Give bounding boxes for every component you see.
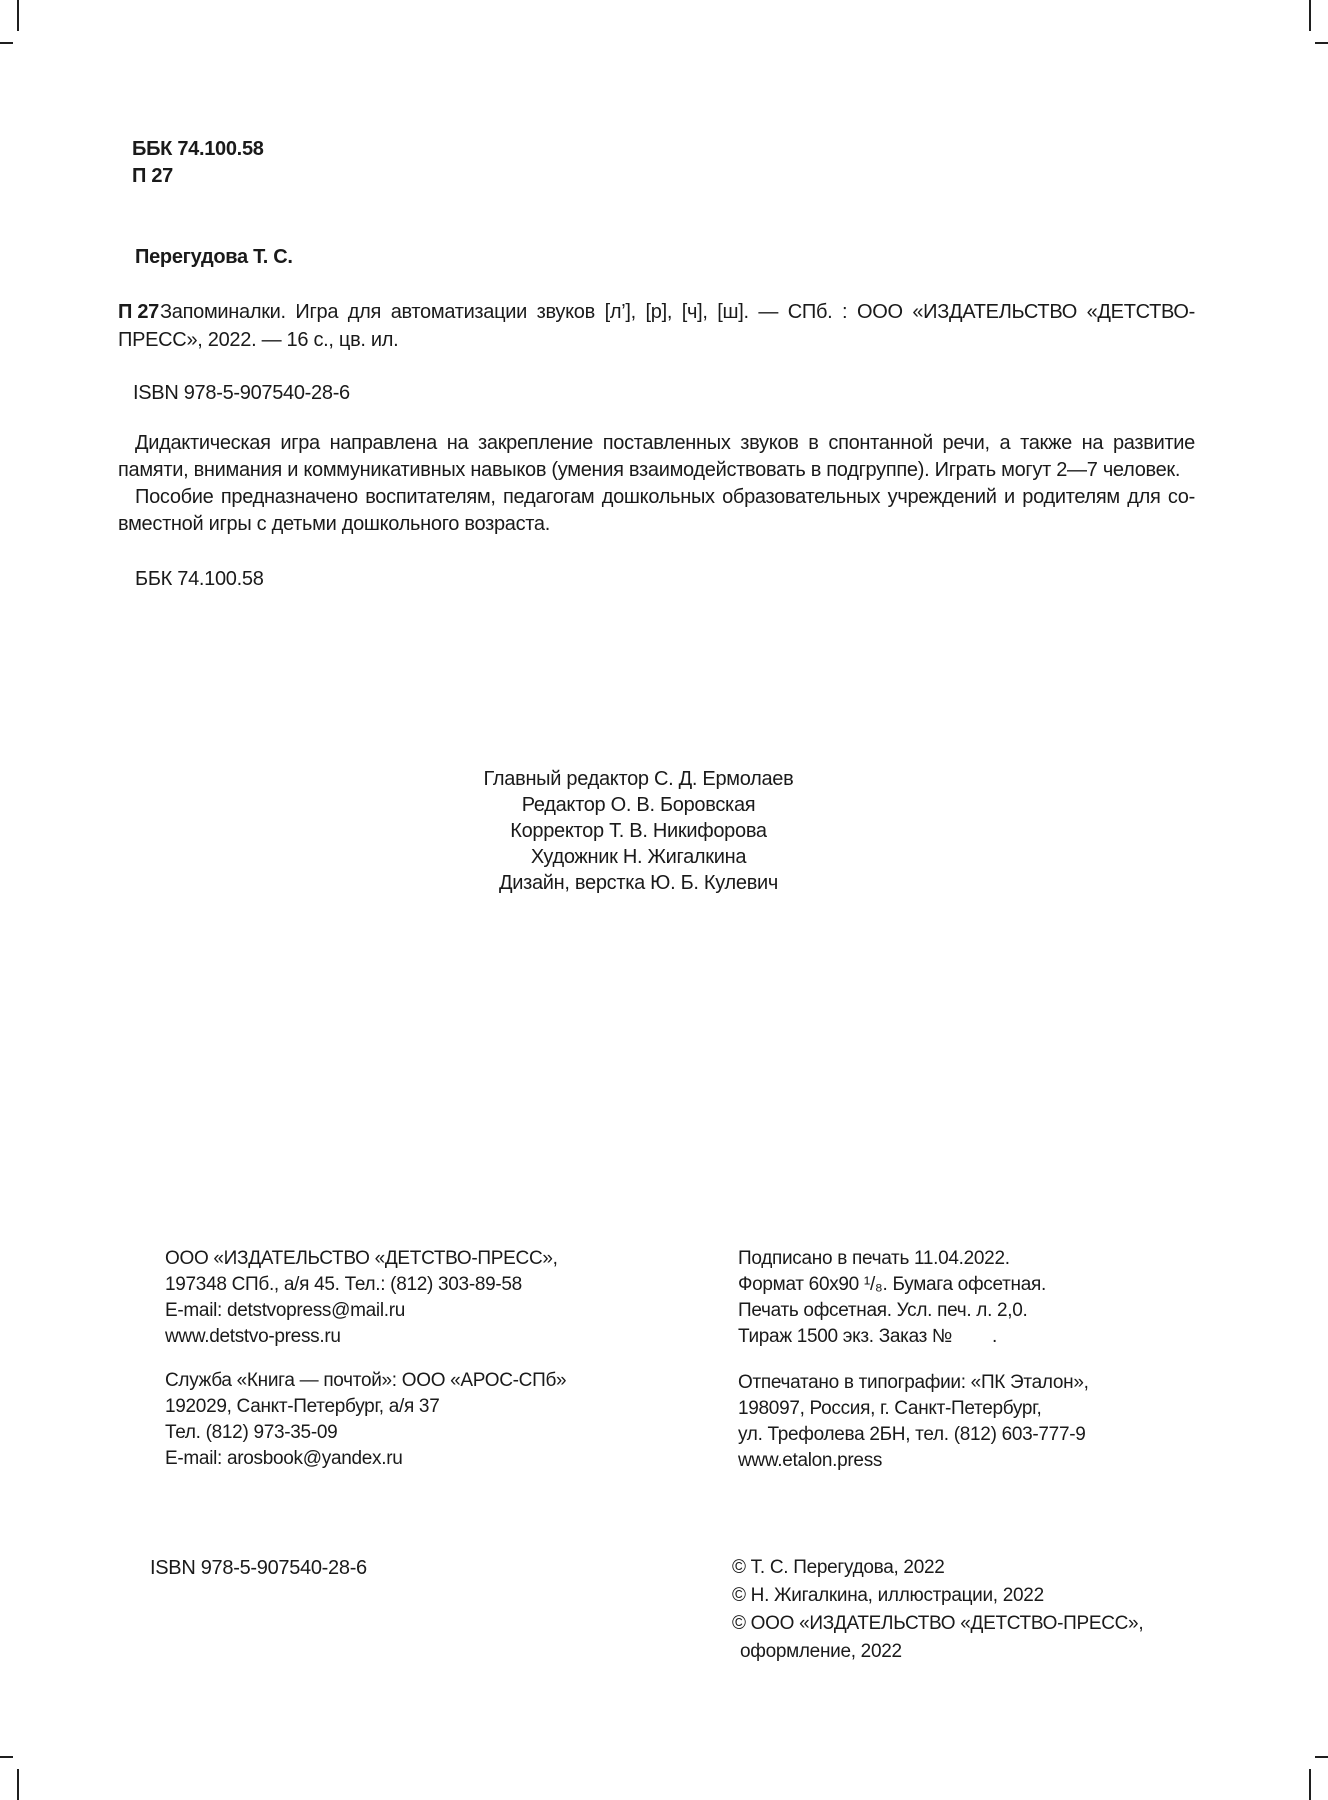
crop-mark-top-left-vertical [17,0,19,31]
isbn-bottom: ISBN 978-5-907540-28-6 [150,1557,367,1579]
entry-line-1: Запоминалки. Игра для автоматизации звуков [л’], [р], [ч], [ш]. — СПб. : ООО «ИЗДАТЕЛЬСТВО «ДЕТСТВО- [160,301,1195,323]
mail-service-phone: Тел. (812) 973-35-09 [165,1422,338,1443]
annotation-p1-line1: Дидактическая игра направлена на закрепление поставленных звуков в спонтанной речи, а также на развитие [135,432,1195,454]
bbk-code-bottom: ББК 74.100.58 [135,568,264,590]
annotation-p2-line2: вместной игры с детьми дошкольного возраста. [118,513,551,535]
printing-house-city: 198097, Россия, г. Санкт-Петербург, [738,1398,1042,1419]
mail-service-name: Служба «Книга — почтой»: ООО «АРОС-СПб» [165,1370,567,1391]
copyright-publisher: © ООО «ИЗДАТЕЛЬСТВО «ДЕТСТВО-ПРЕСС», [732,1613,1144,1634]
crop-mark-top-right-horizontal [1315,42,1328,44]
credit-chief-editor: Главный редактор С. Д. Ермолаев [483,768,794,790]
crop-mark-bottom-right-vertical [1309,1769,1311,1800]
print-format: Формат 60х90 ¹/₈. Бумага офсетная. [738,1274,1046,1295]
copyright-design: оформление, 2022 [740,1641,902,1662]
print-method: Печать офсетная. Усл. печ. л. 2,0. [738,1300,1028,1321]
copyright-author: © Т. С. Перегудова, 2022 [732,1557,945,1578]
crop-mark-bottom-right-horizontal [1315,1756,1328,1758]
copyright-block [732,1554,1143,1666]
printing-house-website: www.etalon.press [738,1450,883,1471]
publisher-email: E-mail: detstvopress@mail.ru [165,1300,406,1321]
author-sign-code: П 27 [132,165,173,187]
crop-mark-top-left-horizontal [0,42,13,44]
crop-mark-bottom-left-vertical [17,1769,19,1800]
annotation-p1-line2: памяти, внимания и коммуникативных навыков (умения взаимодействовать в подгруппе). Играть могут 2—7 человек. [118,459,1181,481]
mail-service-address: 192029, Санкт-Петербург, а/я 37 [165,1396,440,1417]
credit-proofreader: Корректор Т. В. Никифорова [510,820,767,842]
entry-code: П 27 [118,301,159,323]
bbk-code: ББК 74.100.58 [132,138,264,160]
printing-house-name: Отпечатано в типографии: «ПК Эталон», [738,1372,1089,1393]
print-specs-block [738,1246,1046,1350]
bbk-classification-block [132,136,264,190]
entry-line-2: ПРЕСС», 2022. — 16 с., цв. ил. [118,329,399,351]
credit-designer: Дизайн, верстка Ю. Б. Кулевич [498,872,779,894]
publisher-name: ООО «ИЗДАТЕЛЬСТВО «ДЕТСТВО-ПРЕСС», [165,1248,558,1269]
annotation [118,430,1195,538]
publisher-website: www.detstvo-press.ru [165,1326,341,1347]
print-signed-date: Подписано в печать 11.04.2022. [738,1248,1010,1269]
print-run: Тираж 1500 экз. Заказ № . [738,1326,997,1347]
publisher-contact-block [165,1246,558,1350]
bibliographic-entry [118,298,1195,354]
printing-house-block [738,1370,1089,1474]
author-name: Перегудова Т. С. [135,246,293,268]
credit-editor: Редактор О. В. Боровская [521,794,756,816]
copyright-illustrator: © Н. Жигалкина, иллюстрации, 2022 [732,1585,1044,1606]
crop-mark-top-right-vertical [1309,0,1311,31]
annotation-p2-line1: Пособие предназначено воспитателям, педагогам дошкольных образовательных учреждений и родителям для со- [135,486,1195,508]
mail-service-email: E-mail: arosbook@yandex.ru [165,1448,403,1469]
crop-mark-bottom-left-horizontal [0,1756,13,1758]
editorial-credits [100,766,1177,896]
credit-artist: Художник Н. Жигалкина [530,846,747,868]
printing-house-address: ул. Трефолева 2БН, тел. (812) 603-777-9 [738,1424,1086,1445]
book-by-mail-block [165,1368,566,1472]
isbn-top: ISBN 978-5-907540-28-6 [133,382,350,404]
publisher-address-phone: 197348 СПб., а/я 45. Тел.: (812) 303-89-58 [165,1274,522,1295]
